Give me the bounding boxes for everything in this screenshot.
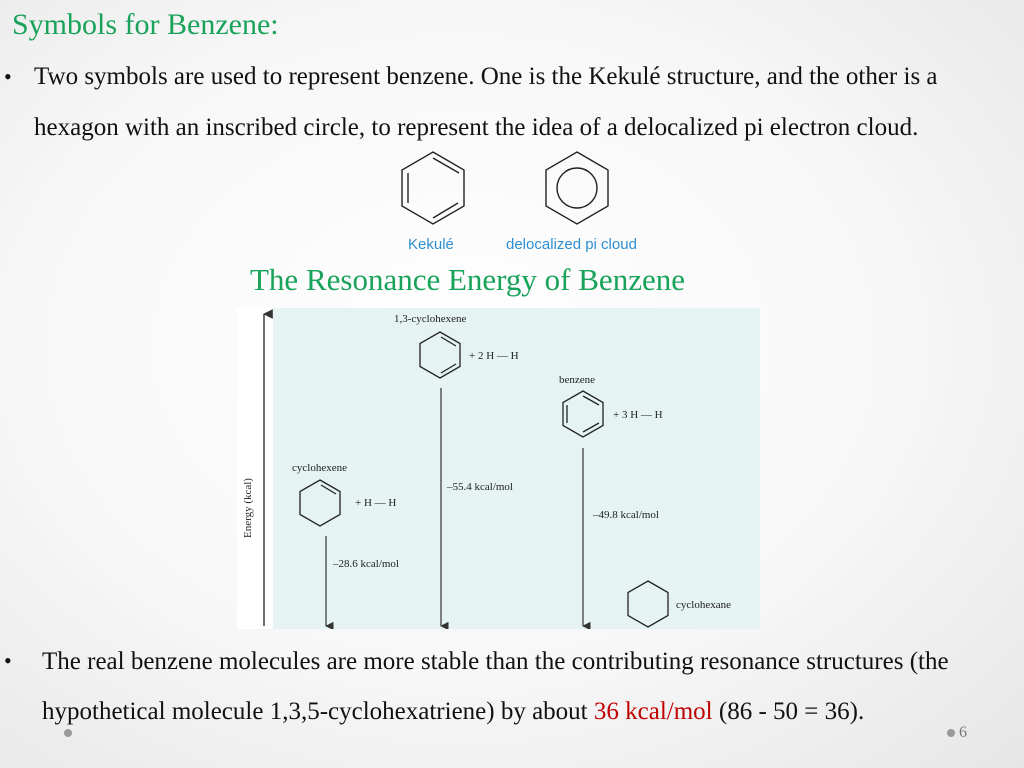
top-reagent: + 2 H — H [469, 350, 519, 362]
delocalized-label: delocalized pi cloud [506, 236, 637, 253]
decorative-dot-right [947, 729, 955, 737]
cyclohexene-icon [300, 480, 340, 526]
cyclohexadiene-icon [420, 332, 460, 378]
y-axis-label: Energy (kcal) [242, 478, 254, 538]
kekule-label: Kekulé [408, 236, 454, 253]
cyclohexane-icon [628, 581, 668, 627]
bullet-text [42, 637, 1024, 737]
decorative-dot-left [64, 729, 72, 737]
axis-strip [237, 308, 273, 629]
kekule-structure-icon [402, 152, 464, 224]
cyclohexene-reagent: + H — H [355, 497, 397, 509]
delocalized-benzene-icon [546, 152, 608, 224]
page-number: 6 [959, 724, 967, 741]
benzene-kekule-icon [563, 391, 603, 437]
cyclohexene-label: cyclohexene [292, 462, 347, 474]
energy-diagram [237, 308, 760, 629]
slide-title: Symbols for Benzene: [12, 8, 279, 41]
top-molecule-label: 1,3-cyclohexene [394, 313, 467, 325]
bullet-marker: • [4, 64, 12, 89]
bullet-marker: • [4, 648, 12, 673]
benzene-structures-figure [390, 148, 670, 239]
energy-benzene: –49.8 kcal/mol [593, 509, 659, 521]
benzene-reagent: + 3 H — H [613, 409, 663, 421]
energy-diene: –55.4 kcal/mol [447, 481, 513, 493]
energy-cyclohexene: –28.6 kcal/mol [333, 558, 399, 570]
section-subtitle: The Resonance Energy of Benzene [250, 262, 685, 297]
product-label: cyclohexane [676, 599, 731, 611]
benzene-label: benzene [559, 374, 596, 386]
bullet-text: Two symbols are used to represent benzene. One is the Kekulé structure, and the other is a hexagon with an inscribed circle, to represent the idea of a delocalized pi electron cloud. [34, 63, 938, 141]
bullet2-part2: (86 - 50 = 36). [712, 698, 865, 725]
resonance-energy-highlight: 36 kcal/mol [593, 698, 713, 725]
bullet2-part1: The real benzene molecules are more stable than the contributing resonance structures (the hypothetical molecule 1,3,5-cyclohexatriene) by about [42, 648, 949, 725]
